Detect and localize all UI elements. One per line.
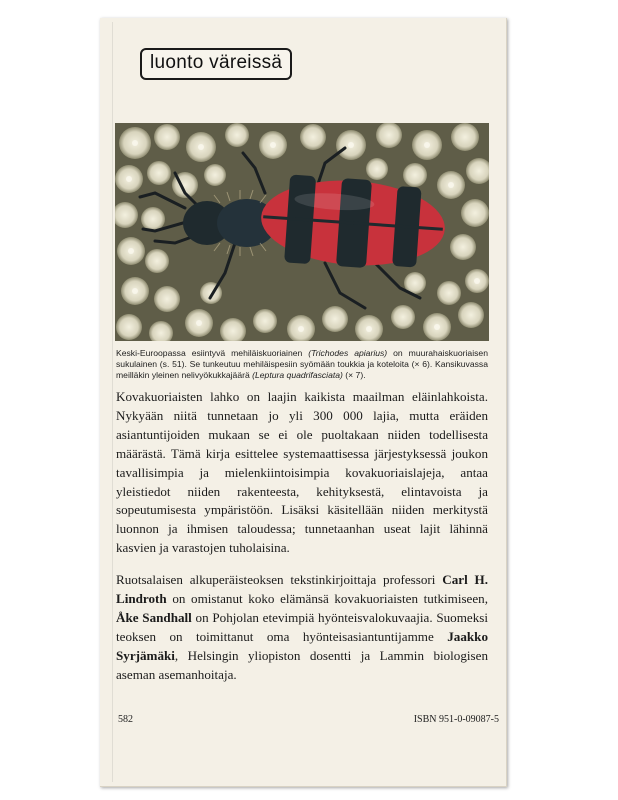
beetle-photo-illustration — [115, 123, 489, 341]
series-number: 582 — [118, 714, 133, 725]
photo-caption — [116, 348, 488, 381]
photographer-name: Åke Sandhall — [116, 609, 192, 625]
blurb — [116, 388, 488, 698]
para2-text-2: on omistanut koko elämänsä kovakuoriaisten tutkimiseen, — [166, 591, 488, 607]
author-name: Carl H. Lindroth — [116, 572, 488, 607]
blurb-paragraph-2 — [116, 571, 488, 684]
isbn: ISBN 951-0-09087-5 — [413, 714, 499, 725]
cover-photo — [115, 123, 489, 341]
blurb-paragraph-1: Kovakuoriaisten lahko on laajin kaikista maailman eläinlahkoista. Nykyään niitä tunnetaan jo yli 300 000 lajia, mutta eräiden asiantuntijoiden mukaan se ei ole puoltakaan niiden todellisesta määrästä. Tämä kirja esittelee systemaattisessa järjestyksessä joukon tavallisimpia ja mielenkiintoisimpia kovakuoriaislajeja, antaa yleistiedot niiden rakenteesta, kehityksestä, elintavoista ja sopeutumisesta ympäristöön. Lisäksi käsitellään niiden merkitystä luonnon ja ihmisen taloudessa; tunnetaanhan useat lajit lähinnä kasvien ja varastojen tuholaisina. — [116, 389, 488, 556]
caption-text-3: (× 7). — [342, 370, 366, 380]
caption-text-2: on muurahaiskuoriaisen sukulainen (s. 51). Se tunkeutuu mehiläispesiin syömään toukkia ja koteloita (× 6). Kansikuvassa meilläkin yleinen nelivyökukkajäärä — [116, 348, 488, 380]
caption-scientific-name-1: (Trichodes apiarius) — [308, 348, 388, 358]
para2-text-4: , Helsingin yliopiston dosentti ja Lammin biologisen aseman asemanhoitaja. — [116, 647, 488, 682]
series-logo: luonto väreissä — [140, 48, 292, 80]
caption-scientific-name-2: (Leptura quadrifasciata) — [252, 370, 343, 380]
spine-fold — [112, 22, 113, 782]
caption-text-1: Keski-Euroopassa esiintyvä mehiläiskuoriainen — [116, 348, 309, 358]
editor-name: Jaakko Syrjämäki — [116, 628, 488, 663]
para2-text-1: Ruotsalaisen alkuperäisteoksen tekstinkirjoittaja professori — [116, 572, 443, 588]
para2-text-3: on Pohjolan etevimpiä hyönteisvalokuvaajia. Suomeksi teoksen on toimittanut oma hyönteisasiantuntijamme — [116, 609, 488, 644]
